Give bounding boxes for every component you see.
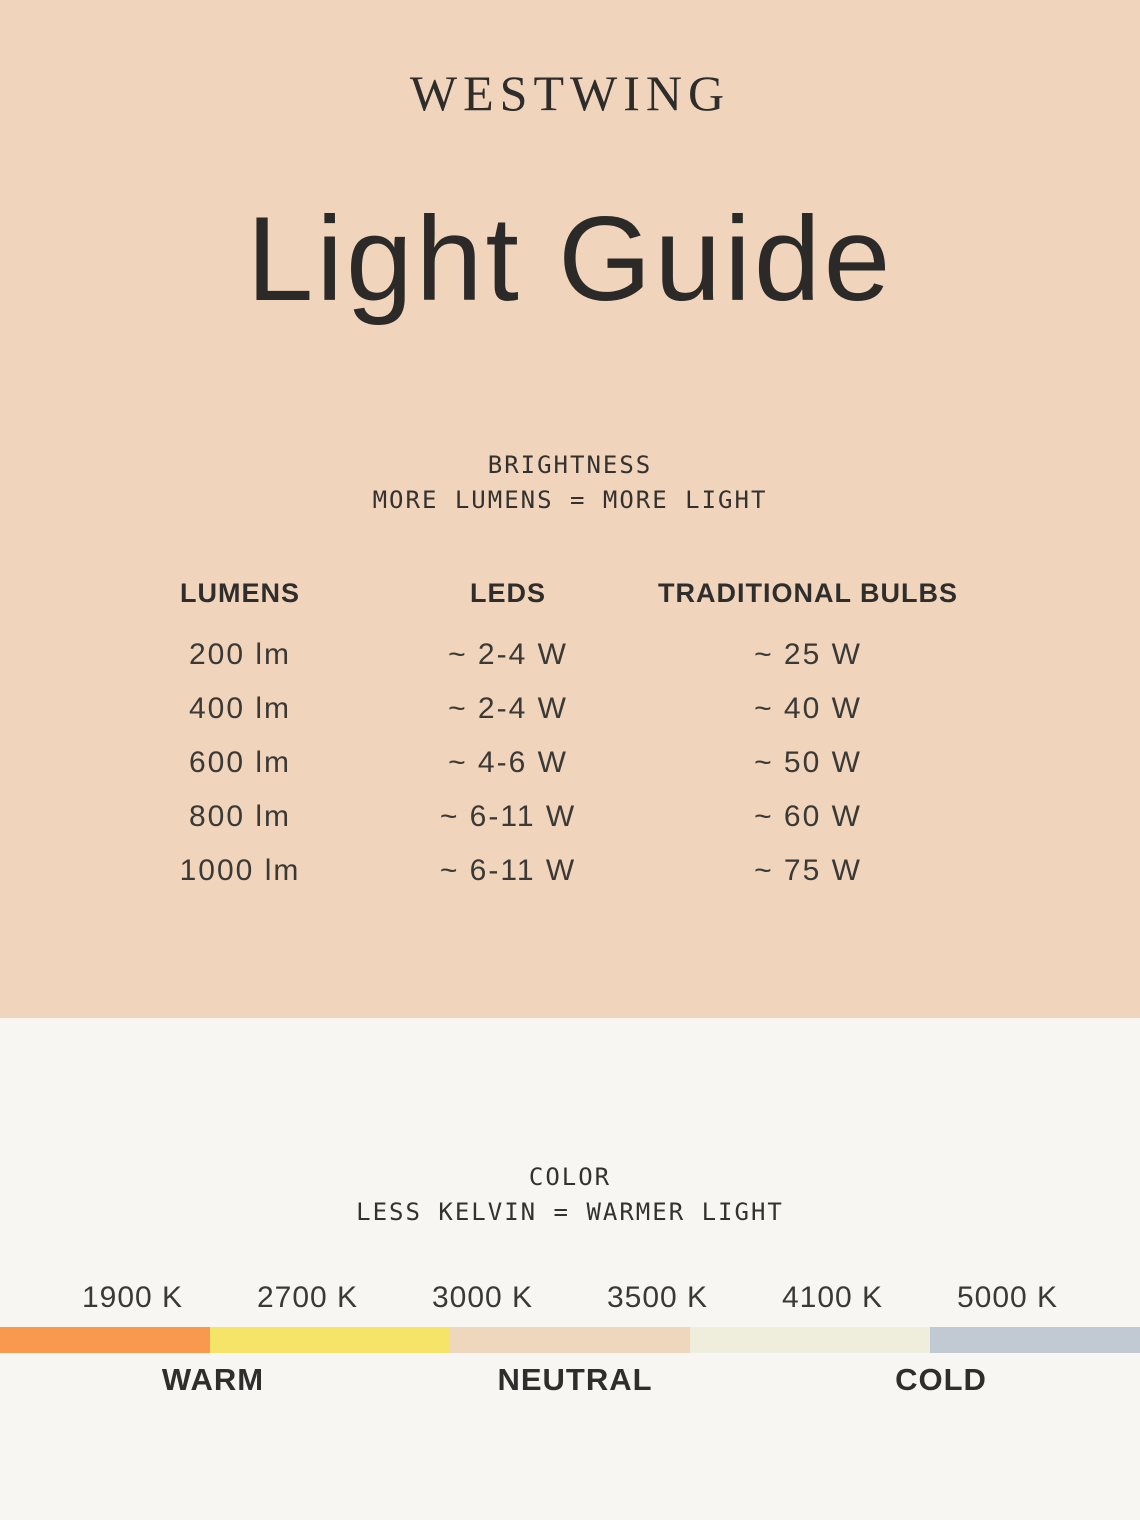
bar-segment-cold-gray-blue (930, 1327, 1140, 1353)
brightness-heading: BRIGHTNESS (487, 451, 653, 479)
lumens-value: 1000 lm (179, 854, 301, 887)
page-title: Light Guide (246, 192, 894, 326)
color-subheading: LESS KELVIN = WARMER LIGHT (356, 1198, 784, 1226)
color-heading: COLOR (528, 1163, 612, 1191)
color-temperature-bar (0, 1327, 1140, 1353)
brand-logo: WESTWING (409, 65, 731, 121)
kelvin-label: 3500 K (606, 1281, 709, 1314)
bar-segment-neutral-peach (450, 1327, 690, 1353)
lumens-value: 400 lm (188, 692, 292, 725)
leds-value: ~ 2-4 W (448, 692, 568, 725)
traditional-bulbs-value: ~ 60 W (754, 800, 862, 833)
traditional-bulbs-value: ~ 25 W (754, 638, 862, 671)
lumens-value: 200 lm (188, 638, 292, 671)
leds-value: ~ 6-11 W (439, 854, 577, 887)
kelvin-label: 4100 K (781, 1281, 884, 1314)
bar-segment-neutral-cream (690, 1327, 930, 1353)
bar-segment-warm-yellow (210, 1327, 450, 1353)
kelvin-label: 5000 K (956, 1281, 1059, 1314)
lumens-value: 600 lm (188, 746, 292, 779)
brightness-subheading: MORE LUMENS = MORE LIGHT (372, 486, 768, 514)
lumens-value: 800 lm (188, 800, 292, 833)
column-header-lumens: LUMENS (180, 578, 300, 608)
leds-value: ~ 4-6 W (448, 746, 568, 779)
leds-value: ~ 6-11 W (439, 800, 577, 833)
color-section-background (0, 1018, 1140, 1520)
column-header-leds: LEDS (469, 578, 546, 608)
color-heading-block (0, 1160, 1140, 1230)
brightness-table-header (60, 578, 1020, 609)
cold-label: COLD (895, 1362, 987, 1397)
kelvin-scale-labels (0, 1283, 1140, 1313)
neutral-label: NEUTRAL (497, 1362, 653, 1397)
kelvin-label: 3000 K (431, 1281, 534, 1314)
warm-label: WARM (161, 1362, 265, 1397)
traditional-bulbs-value: ~ 75 W (754, 854, 862, 887)
brightness-heading-block (0, 448, 1140, 518)
leds-value: ~ 2-4 W (448, 638, 568, 671)
kelvin-label: 1900 K (81, 1281, 184, 1314)
kelvin-label: 2700 K (256, 1281, 359, 1314)
traditional-bulbs-value: ~ 40 W (754, 692, 862, 725)
brightness-table (60, 628, 1020, 898)
column-header-traditional-bulbs: TRADITIONAL BULBS (658, 578, 958, 608)
traditional-bulbs-value: ~ 50 W (754, 746, 862, 779)
bar-segment-warm-orange (0, 1327, 210, 1353)
